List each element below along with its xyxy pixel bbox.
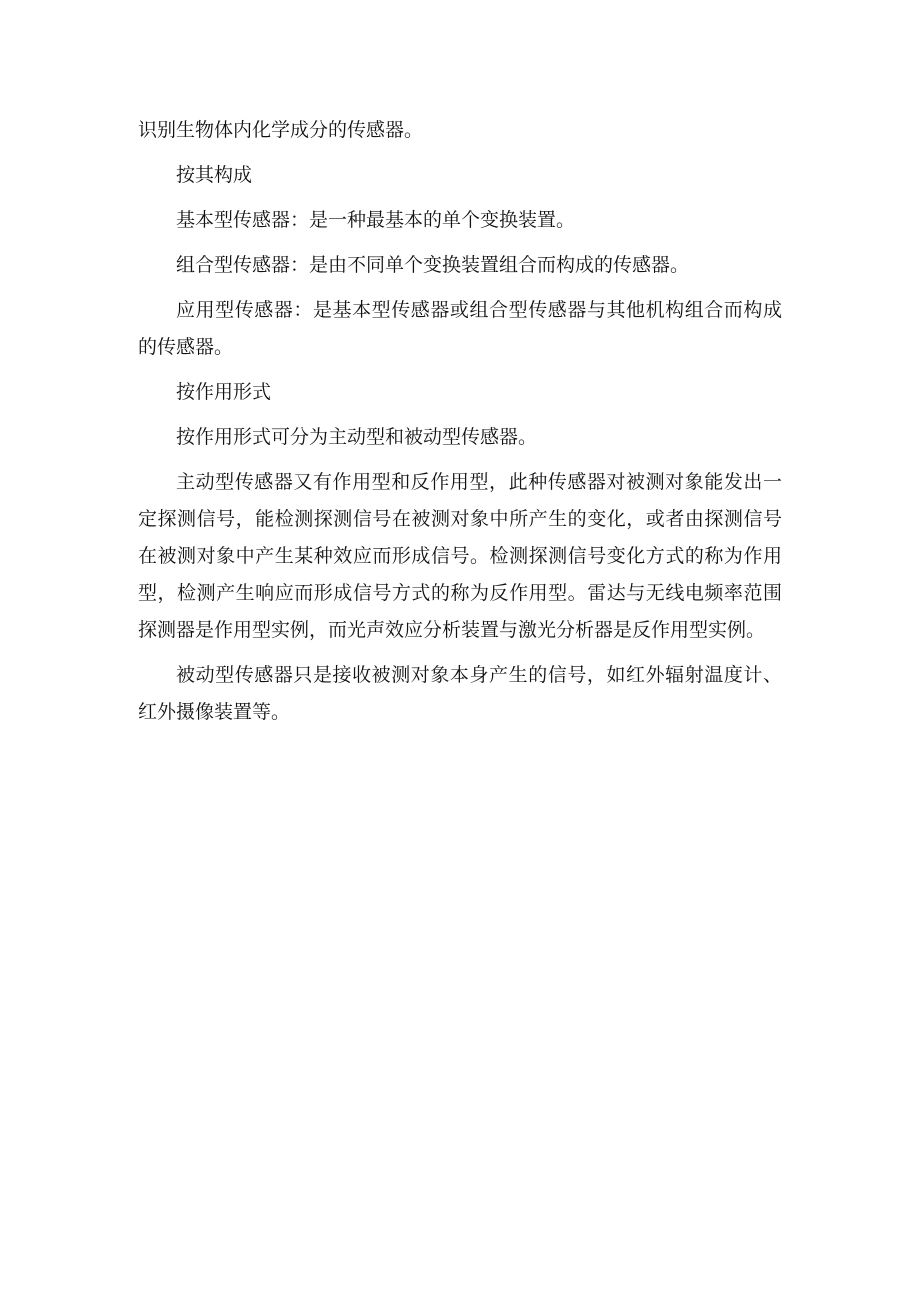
section-heading-action-form: 按作用形式 bbox=[176, 381, 272, 403]
paragraph-combined-sensor: 组合型传感器：是由不同单个变换装置组合而构成的传感器。 bbox=[176, 254, 690, 276]
paragraph-action-form-intro: 按作用形式可分为主动型和被动型传感器。 bbox=[176, 426, 538, 448]
paragraph-basic-sensor: 基本型传感器：是一种最基本的单个变换装置。 bbox=[176, 209, 576, 231]
paragraph-applied-sensor: 应用型传感器：是基本型传感器或组合型传感器与其他机构组合而构成的传感器。 bbox=[138, 299, 782, 358]
section-heading-composition: 按其构成 bbox=[176, 164, 253, 186]
document-page bbox=[138, 112, 782, 739]
paragraph-passive-sensor: 被动型传感器只是接收被测对象本身产生的信号，如红外辐射温度计、红外摄像装置等。 bbox=[138, 664, 782, 723]
paragraph-1: 识别生物体内化学成分的传感器。 bbox=[138, 119, 424, 141]
paragraph-active-sensor: 主动型传感器又有作用型和反作用型，此种传感器对被测对象能发出一定探测信号，能检测探测信号在被测对象中所产生的变化，或者由探测信号在被测对象中产生某种效应而形成信号。检测探测信号变化方式的称为作用型，检测产生响应而形成信号方式的称为反作用型。雷达与无线电频率范围探测器是作用型实例，而光声效应分析装置与激光分析器是反作用型实例。 bbox=[138, 471, 782, 641]
